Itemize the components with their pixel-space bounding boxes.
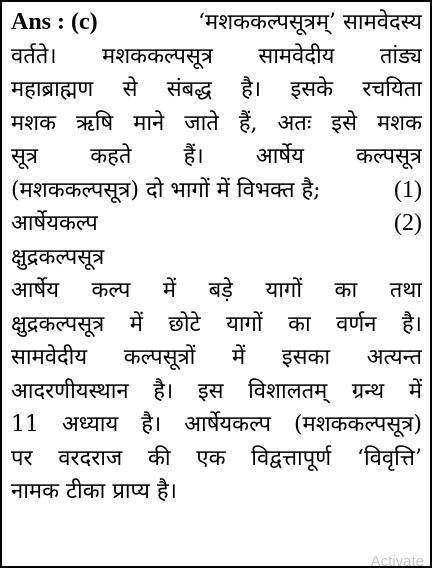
answer-line-8: क्षुद्रकल्पसूत्र xyxy=(11,244,105,270)
part-division-text: (मशककल्पसूत्र) दो भागों में विभक्त है; xyxy=(11,177,321,203)
activate-watermark: Activate xyxy=(370,553,424,568)
answer-line-7 xyxy=(11,207,422,241)
answer-line-15: नामक टीका प्राप्य है। xyxy=(11,479,177,504)
answer-line-12: आदरणीयस्थान है। इस विशालतम् ग्रन्थ में xyxy=(11,378,422,404)
answer-line-4: मशक ऋषि माने जाते हैं, अतः इसे मशक xyxy=(11,110,422,136)
answer-line-1 xyxy=(11,6,422,40)
answer-line-13: 11 अध्याय है। आर्षेयकल्प (मशककल्पसूत्र) xyxy=(11,412,422,437)
list-marker-1: (1) xyxy=(394,176,422,203)
answer-line-14: पर वरदराज की एक विद्वत्तापूर्ण ‘विवृत्ति’ xyxy=(11,445,422,471)
answer-line-2: वर्तते। मशककल्पसूत्र सामवेदीय तांड्य xyxy=(11,43,422,69)
answer-line-11: सामवेदीय कल्पसूत्रों में इसका अत्यन्त xyxy=(11,345,422,370)
answer-line-9: आर्षेय कल्प में बड़े यागों का तथा xyxy=(11,278,422,303)
list-marker-2: (2) xyxy=(394,210,422,236)
part-one-name: आर्षेयकल्प xyxy=(11,211,98,236)
answer-line-6 xyxy=(11,174,422,208)
answer-line-5: सूत्र कहते हैं। आर्षेय कल्पसूत्र xyxy=(11,144,422,169)
answer-line-10: क्षुद्रकल्पसूत्र में छोटे यागों का वर्णन है। xyxy=(11,311,422,337)
answer-label: Ans : (c) xyxy=(11,9,98,35)
answer-text: ‘मशककल्पसूत्रम्’ सामवेदस्य xyxy=(198,10,422,35)
answer-line-3: महाब्राह्मण से संबद्ध है। इसके रचयिता xyxy=(11,77,422,102)
